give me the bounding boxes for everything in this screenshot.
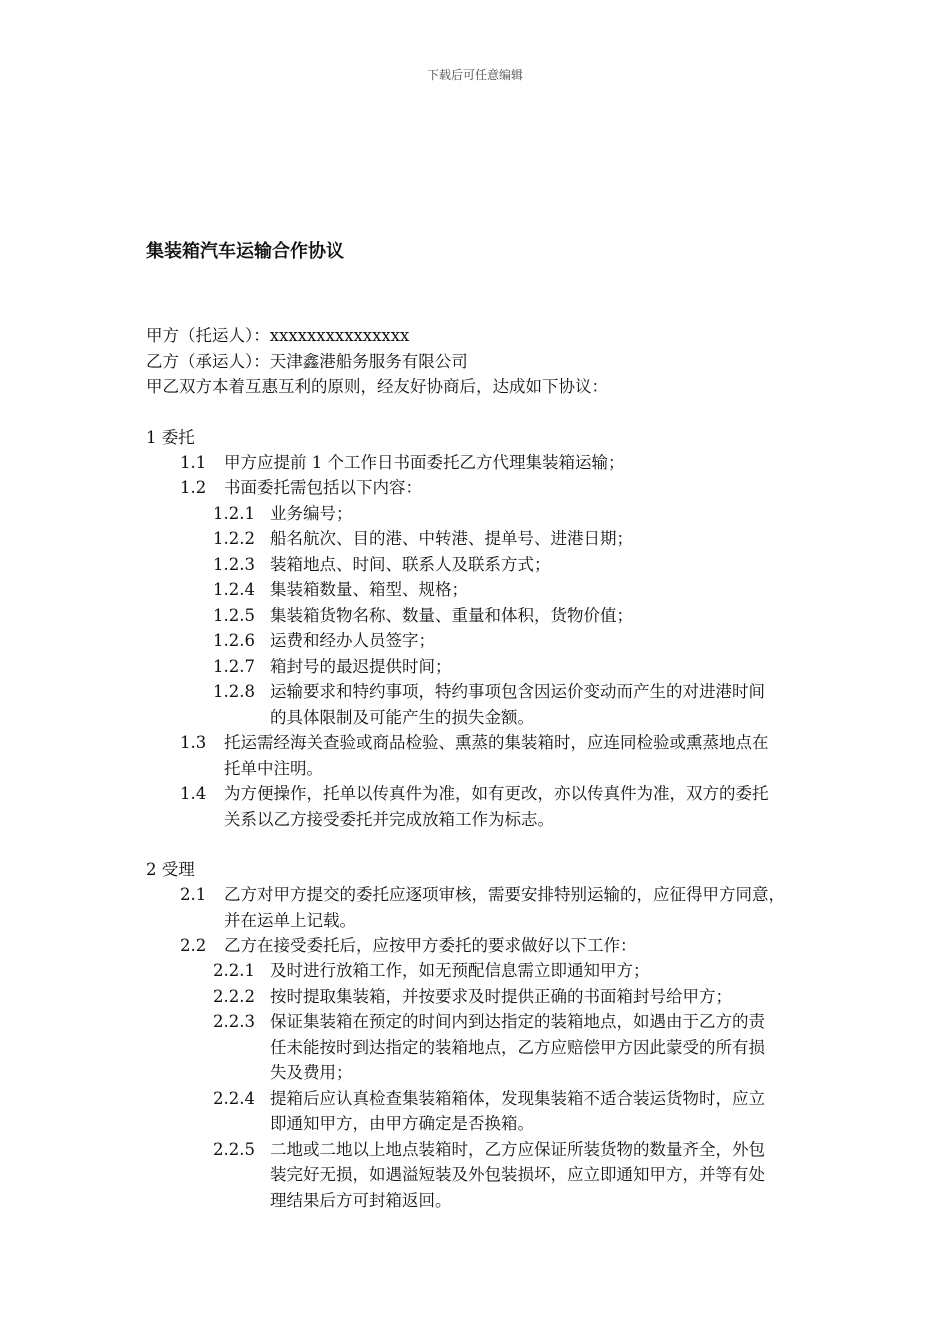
- clause-1-3-text-line2: 托单中注明。: [224, 759, 323, 778]
- clause-2-2-2-number: 2.2.2: [213, 987, 255, 1006]
- party-a-line: 甲方（托运人）：xxxxxxxxxxxxxxx: [146, 326, 410, 345]
- clause-1-2-3-number: 1.2.3: [213, 555, 255, 574]
- clause-1-2-5-number: 1.2.5: [213, 606, 255, 625]
- clause-1-2-number: 1.2: [180, 478, 207, 497]
- clause-1-2-2-text: 船名航次、目的港、中转港、提单号、进港日期；: [270, 529, 633, 548]
- document-title: 集装箱汽车运输合作协议: [146, 241, 344, 262]
- clause-1-2-1-number: 1.2.1: [213, 504, 255, 523]
- clause-1-2-8-text-line2: 的具体限制及可能产生的损失金额。: [270, 708, 534, 727]
- clause-2-2-3-text-line1: 保证集装箱在预定的时间内到达指定的装箱地点，如遇由于乙方的责: [270, 1012, 765, 1031]
- clause-2-1-number: 2.1: [180, 885, 207, 904]
- clause-2-2-4-text-line2: 即通知甲方，由甲方确定是否换箱。: [270, 1114, 534, 1133]
- clause-1-4-text-line2: 关系以乙方接受委托并完成放箱工作为标志。: [224, 810, 554, 829]
- clause-2-2-3-text-line3: 失及费用；: [270, 1063, 353, 1082]
- clause-2-2-4-text-line1: 提箱后应认真检查集装箱箱体，发现集装箱不适合装运货物时，应立: [270, 1089, 765, 1108]
- clause-1-4-number: 1.4: [180, 784, 207, 803]
- clause-1-4-text-line1: 为方便操作，托单以传真件为准，如有更改，亦以传真件为准，双方的委托: [224, 784, 769, 803]
- clause-1-2-6-text: 运费和经办人员签字；: [270, 631, 435, 650]
- clause-1-2-text: 书面委托需包括以下内容：: [224, 478, 422, 497]
- clause-1-1-number: 1.1: [180, 453, 207, 472]
- clause-1-2-1-text: 业务编号；: [270, 504, 353, 523]
- clause-2-2-1-text: 及时进行放箱工作，如无预配信息需立即通知甲方；: [270, 961, 650, 980]
- header-note: 下载后可任意编辑: [426, 68, 523, 82]
- clause-2-2-4-number: 2.2.4: [213, 1089, 255, 1108]
- clause-1-2-6-number: 1.2.6: [213, 631, 255, 650]
- clause-2-2-3-number: 2.2.3: [213, 1012, 255, 1031]
- clause-1-2-5-text: 集装箱货物名称、数量、重量和体积，货物价值；: [270, 606, 633, 625]
- clause-2-1-text-line1: 乙方对甲方提交的委托应逐项审核，需要安排特别运输的，应征得甲方同意，: [224, 885, 785, 904]
- clause-2-2-text: 乙方在接受委托后，应按甲方委托的要求做好以下工作：: [224, 936, 637, 955]
- clause-2-2-number: 2.2: [180, 936, 207, 955]
- clause-2-2-2-text: 按时提取集装箱，并按要求及时提供正确的书面箱封号给甲方；: [270, 987, 732, 1006]
- clause-1-2-7-number: 1.2.7: [213, 657, 255, 676]
- clause-1-1-text: 甲方应提前 1 个工作日书面委托乙方代理集装箱运输；: [224, 453, 625, 472]
- clause-2-2-3-text-line2: 任未能按时到达指定的装箱地点，乙方应赔偿甲方因此蒙受的所有损: [270, 1038, 765, 1057]
- clause-1-2-7-text: 箱封号的最迟提供时间；: [270, 657, 452, 676]
- party-b-line: 乙方（承运人）：天津鑫港船务服务有限公司: [146, 352, 468, 371]
- section-2-heading: 2 受理: [146, 860, 195, 879]
- clause-1-3-number: 1.3: [180, 733, 207, 752]
- clause-2-2-5-text-line2: 装完好无损，如遇溢短装及外包装损坏，应立即通知甲方，并等有处: [270, 1165, 765, 1184]
- clause-2-2-5-text-line1: 二地或二地以上地点装箱时，乙方应保证所装货物的数量齐全，外包: [270, 1140, 765, 1159]
- clause-1-2-4-text: 集装箱数量、箱型、规格；: [270, 580, 468, 599]
- clause-2-1-text-line2: 并在运单上记载。: [224, 911, 356, 930]
- clause-1-2-8-text-line1: 运输要求和特约事项，特约事项包含因运价变动而产生的对进港时间: [270, 682, 765, 701]
- section-1-heading: 1 委托: [146, 428, 195, 447]
- clause-2-2-5-number: 2.2.5: [213, 1140, 255, 1159]
- preamble-line: 甲乙双方本着互惠互利的原则，经友好协商后，达成如下协议：: [146, 377, 608, 396]
- clause-1-2-3-text: 装箱地点、时间、联系人及联系方式；: [270, 555, 551, 574]
- clause-1-3-text-line1: 托运需经海关查验或商品检验、熏蒸的集装箱时，应连同检验或熏蒸地点在: [224, 733, 769, 752]
- clause-1-2-2-number: 1.2.2: [213, 529, 255, 548]
- clause-1-2-4-number: 1.2.4: [213, 580, 255, 599]
- clause-1-2-8-number: 1.2.8: [213, 682, 255, 701]
- clause-2-2-5-text-line3: 理结果后方可封箱返回。: [270, 1191, 452, 1210]
- clause-2-2-1-number: 2.2.1: [213, 961, 255, 980]
